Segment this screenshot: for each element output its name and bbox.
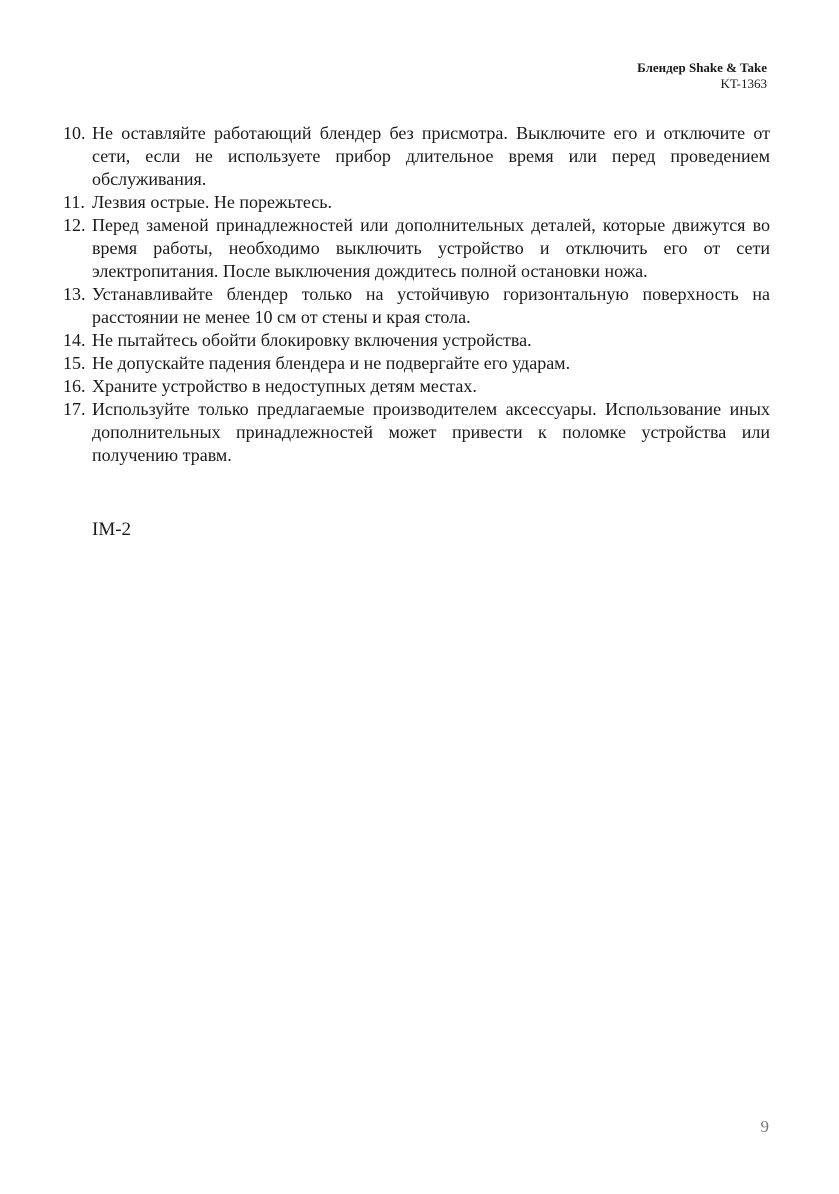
item-number: 13.	[63, 284, 86, 304]
item-text: Храните устройство в недоступных детям местах.	[92, 376, 477, 396]
item-text: Не оставляйте работающий блендер без присмотра. Выключите его и отключите от сети, если не используете прибор длительное время или перед проведением обслуживания.	[92, 123, 770, 189]
list-item	[63, 122, 770, 191]
item-number: 17.	[63, 399, 86, 419]
product-title: Блендер Shake & Take	[637, 60, 767, 75]
list-item	[63, 352, 770, 375]
item-text: Лезвия острые. Не порежьтесь.	[92, 192, 332, 212]
item-number: 16.	[63, 376, 86, 396]
item-text: Не пытайтесь обойти блокировку включения устройства.	[92, 330, 532, 350]
list-item	[63, 283, 770, 329]
list-item	[63, 375, 770, 398]
safety-instructions-list	[63, 122, 770, 467]
item-number: 14.	[63, 330, 86, 350]
item-text: Не допускайте падения блендера и не подвергайте его ударам.	[92, 353, 571, 373]
item-number: 10.	[63, 123, 86, 143]
page-number: 9	[760, 1117, 769, 1136]
list-item	[63, 398, 770, 467]
page-header	[637, 60, 767, 92]
item-number: 11.	[63, 192, 85, 212]
document-code: IM-2	[92, 519, 132, 540]
item-text: Используйте только предлагаемые производителем аксессуары. Использование иных дополнительных принадлежностей может привести к поломке устройства или получению травм.	[92, 399, 770, 465]
list-item	[63, 214, 770, 283]
product-model: KT-1363	[720, 76, 767, 91]
item-number: 15.	[63, 353, 86, 373]
item-text: Перед заменой принадлежностей или дополнительных деталей, которые движутся во время работы, необходимо выключить устройство и отключить его от сети электропитания. После выключения дождитесь полной остановки ножа.	[92, 215, 770, 281]
list-item	[63, 191, 770, 214]
list-item	[63, 329, 770, 352]
item-text: Устанавливайте блендер только на устойчивую горизонтальную поверхность на расстоянии не менее 10 см от стены и края стола.	[92, 284, 770, 327]
item-number: 12.	[63, 215, 86, 235]
